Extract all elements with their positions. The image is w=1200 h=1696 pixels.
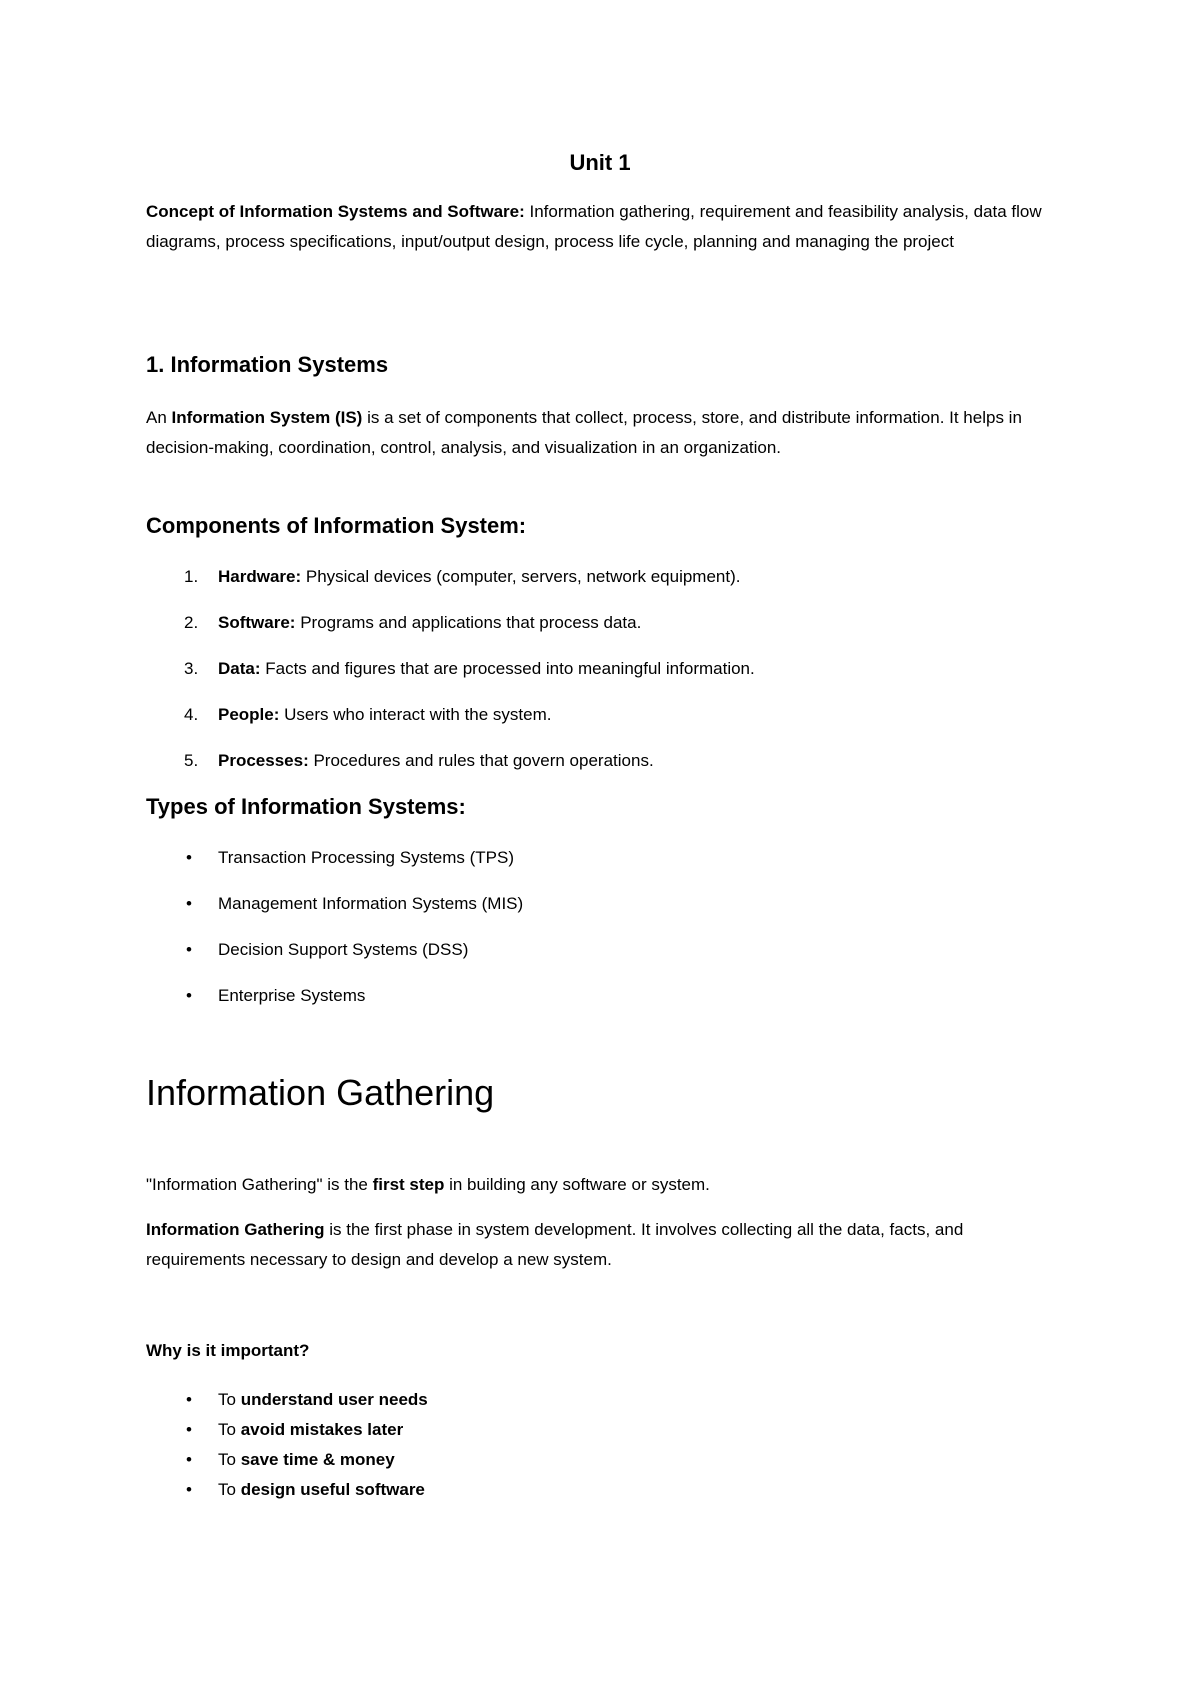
list-number: 1. — [184, 567, 199, 586]
component-desc: Procedures and rules that govern operations. — [308, 751, 654, 770]
list-item — [146, 562, 755, 592]
why-pre: To — [218, 1420, 241, 1439]
gathering-def-text: is the first phase in system development. It involves collecting all the data, facts, and requirements necessary to design and develop a new system. — [146, 1220, 964, 1269]
list-item — [146, 1445, 428, 1475]
why-pre: To — [218, 1480, 241, 1499]
bullet-icon: • — [186, 1450, 192, 1469]
gathering-q1-c: in building any software or system. — [444, 1175, 710, 1194]
list-item — [146, 889, 523, 919]
list-item — [146, 608, 755, 638]
bullet-icon: • — [186, 894, 192, 913]
why-pre: To — [218, 1450, 241, 1469]
types-heading: Types of Information Systems: — [146, 794, 466, 819]
list-item — [146, 981, 523, 1011]
gathering-definition-paragraph — [146, 1215, 1056, 1275]
component-term: Hardware: — [218, 567, 302, 586]
information-gathering-title: Information Gathering — [146, 1072, 495, 1113]
type-label: Transaction Processing Systems (TPS) — [218, 848, 515, 867]
list-item — [146, 700, 755, 730]
intro-text: Information gathering, requirement and feasibility analysis, data flow diagrams, process specifications, input/output design, process life cycle, planning and managing the project — [146, 202, 1042, 251]
why-strong: avoid mistakes later — [240, 1420, 404, 1439]
list-number: 3. — [184, 659, 199, 678]
section-heading-information-systems: 1. Information Systems — [146, 352, 389, 377]
gathering-def-term: Information Gathering — [146, 1220, 325, 1239]
list-number: 5. — [184, 751, 199, 770]
list-item — [146, 843, 523, 873]
list-number: 4. — [184, 705, 199, 724]
type-label: Management Information Systems (MIS) — [218, 894, 524, 913]
is-def-text-b: is a set of components that collect, process, store, and distribute information. It helps in decision-making, coordination, control, analysis, and visualization in an organization. — [146, 408, 1022, 457]
list-item — [146, 935, 523, 965]
bullet-icon: • — [186, 1480, 192, 1499]
is-def-term: Information System (IS) — [171, 408, 363, 427]
bullet-icon: • — [186, 1390, 192, 1409]
why-strong: understand user needs — [240, 1390, 428, 1409]
components-list — [146, 562, 755, 776]
is-definition-paragraph — [146, 403, 1056, 463]
list-item — [146, 654, 755, 684]
why-strong: save time & money — [240, 1450, 395, 1469]
component-desc: Facts and figures that are processed into meaningful information. — [260, 659, 755, 678]
why-strong: design useful software — [240, 1480, 425, 1499]
intro-lead: Concept of Information Systems and Software: — [146, 202, 525, 221]
component-desc: Physical devices (computer, servers, network equipment). — [301, 567, 741, 586]
component-term: Data: — [218, 659, 261, 678]
list-item — [146, 746, 755, 776]
intro-paragraph — [146, 197, 1066, 257]
types-list — [146, 843, 523, 1011]
component-desc: Programs and applications that process data. — [295, 613, 642, 632]
list-item — [146, 1415, 428, 1445]
list-item — [146, 1475, 428, 1505]
list-number: 2. — [184, 613, 199, 632]
gathering-q1-a: "Information Gathering" is the — [146, 1175, 373, 1194]
bullet-icon: • — [186, 1420, 192, 1439]
component-term: Software: — [218, 613, 296, 632]
unit-title: Unit 1 — [569, 150, 631, 175]
gathering-q1-strong: first step — [372, 1175, 445, 1194]
why-important-heading: Why is it important? — [146, 1341, 310, 1360]
component-term: People: — [218, 705, 280, 724]
is-def-text-a: An — [146, 408, 172, 427]
component-term: Processes: — [218, 751, 309, 770]
why-pre: To — [218, 1390, 241, 1409]
components-heading: Components of Information System: — [146, 513, 527, 538]
bullet-icon: • — [186, 940, 192, 959]
gathering-intro-paragraph — [146, 1170, 1056, 1200]
bullet-icon: • — [186, 848, 192, 867]
component-desc: Users who interact with the system. — [279, 705, 552, 724]
why-important-list — [146, 1385, 428, 1505]
list-item — [146, 1385, 428, 1415]
type-label: Enterprise Systems — [218, 986, 366, 1005]
type-label: Decision Support Systems (DSS) — [218, 940, 469, 959]
bullet-icon: • — [186, 986, 192, 1005]
